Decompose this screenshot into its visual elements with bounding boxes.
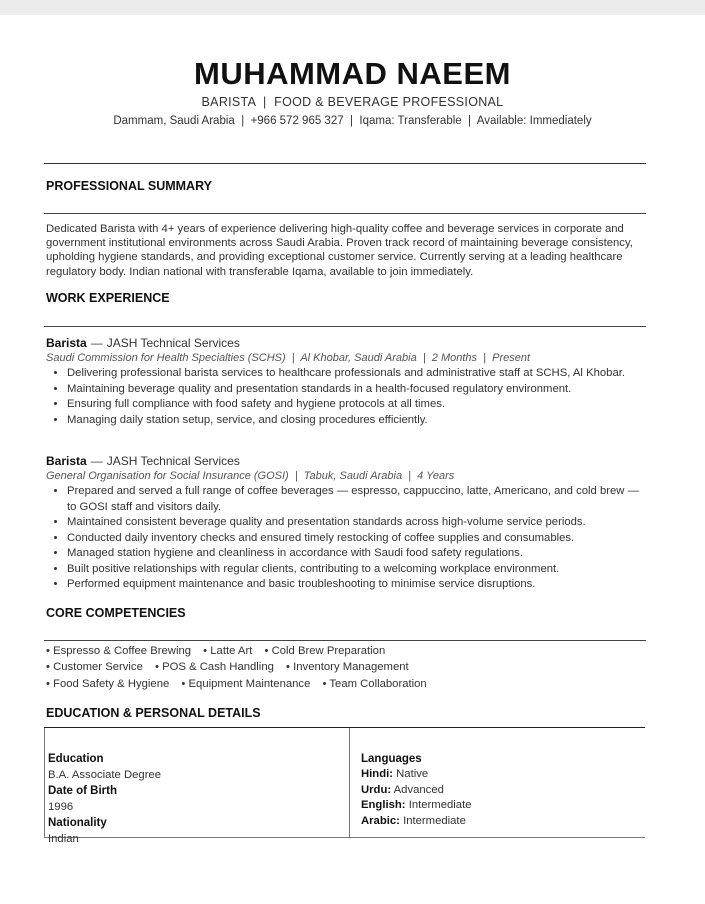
languages-label: Languages	[361, 753, 422, 765]
competency-item: • Team Collaboration	[322, 678, 427, 690]
dob-value: 1996	[48, 801, 74, 813]
competencies-heading: CORE COMPETENCIES	[46, 606, 186, 620]
education-heading: EDUCATION & PERSONAL DETAILS	[46, 706, 261, 720]
job-role: Barista	[46, 336, 87, 350]
language-name: Arabic:	[361, 814, 400, 827]
language-item	[361, 798, 641, 814]
job-dash: —	[90, 454, 103, 468]
language-level: Intermediate	[403, 814, 466, 827]
competency-item: • Espresso & Coffee Brewing	[46, 645, 192, 657]
language-name: Urdu:	[361, 783, 392, 796]
job-bullet: • Performed equipment maintenance and basic troubleshooting to minimise service disruptions.	[67, 577, 646, 593]
job-header	[46, 453, 646, 469]
education-table	[44, 727, 645, 845]
language-item	[361, 767, 641, 783]
languages-details	[361, 751, 641, 829]
top-bar	[0, 0, 705, 15]
competency-item: • POS & Cash Handling	[155, 661, 274, 673]
job-bullet: • Managed station hygiene and cleanliness in accordance with Saudi food safety regulations.	[67, 546, 646, 562]
competency-item: • Inventory Management	[286, 661, 409, 673]
competency-row	[46, 645, 394, 657]
header-divider	[44, 163, 646, 164]
language-level: Advanced	[393, 783, 444, 796]
job-header	[46, 335, 646, 351]
job-dash: —	[90, 336, 103, 350]
job-entry	[46, 453, 646, 593]
job-bullet: • Prepared and served a full range of coffee beverages — espresso, cappuccino, latte, Americano, and cold brew — to GOSI staff and visitors daily.	[67, 484, 646, 515]
job-bullet: • Built positive relationships with regular clients, contributing to a welcoming workplace environment.	[67, 562, 646, 578]
job-bullet: • Ensuring full compliance with food safety and hygiene protocols at all times.	[67, 397, 646, 413]
job-company: JASH Technical Services	[106, 454, 240, 468]
education-label: Education	[48, 753, 104, 765]
language-name: Hindi:	[361, 768, 393, 780]
competency-row	[46, 678, 436, 690]
job-bullet: • Conducted daily inventory checks and ensured timely restocking of coffee supplies and consumables.	[67, 531, 646, 547]
summary-divider	[44, 213, 646, 214]
candidate-name: MUHAMMAD NAEEM	[194, 56, 511, 91]
job-bullet: • Delivering professional barista services to healthcare professionals and administrative staff at SCHS, Al Khobar.	[67, 366, 646, 382]
language-item	[361, 814, 641, 830]
candidate-title: BARISTA | FOOD & BEVERAGE PROFESSIONAL	[201, 95, 504, 109]
competency-item: • Cold Brew Preparation	[264, 645, 386, 657]
experience-heading: WORK EXPERIENCE	[46, 291, 170, 305]
job-bullet: • Maintained consistent beverage quality and presentation standards across high-volume service periods.	[67, 515, 646, 531]
language-level: Native	[396, 768, 429, 780]
job-meta: Saudi Commission for Health Specialties (SCHS) | Al Khobar, Saudi Arabia | 2 Months | Present	[46, 352, 531, 364]
language-name: English:	[361, 799, 406, 811]
dob-label: Date of Birth	[48, 785, 117, 797]
language-item	[361, 783, 641, 799]
job-bullet: • Maintaining beverage quality and presentation standards in a health-focused regulatory environment.	[67, 382, 646, 398]
job-bullet: • Managing daily station setup, service, and closing procedures efficiently.	[67, 413, 646, 429]
competency-item: • Equipment Maintenance	[181, 678, 311, 690]
education-details	[48, 751, 161, 847]
summary-text: Dedicated Barista with 4+ years of experience delivering high-quality coffee and beverage services in corporate and government institutional environments across Saudi Arabia. Proven track record of maintaining beverage consistency, upholding hygiene standards, and providing exceptional customer service. Currently serving at a leading healthcare regulatory body. Indian national with transferable Iqama, available to join immediately.	[46, 223, 633, 278]
competencies-divider	[44, 640, 646, 641]
competency-item: • Customer Service	[46, 661, 143, 673]
language-level: Intermediate	[408, 799, 472, 811]
education-value: B.A. Associate Degree	[48, 769, 162, 781]
nationality-value: Indian	[48, 833, 79, 845]
job-role: Barista	[46, 454, 87, 468]
education-left-column	[44, 728, 350, 845]
job-company: JASH Technical Services	[106, 336, 240, 350]
job-bullets	[46, 366, 646, 428]
competency-item: • Latte Art	[203, 645, 253, 657]
nationality-label: Nationality	[48, 817, 107, 829]
contact-line: Dammam, Saudi Arabia | +966 572 965 327 | Iqama: Transferable | Available: Immediately	[113, 115, 592, 127]
competency-item: • Food Safety & Hygiene	[46, 678, 170, 690]
experience-divider	[44, 326, 646, 327]
job-bullets	[46, 484, 646, 593]
job-meta: General Organisation for Social Insurance (GOSI) | Tabuk, Saudi Arabia | 4 Years	[46, 470, 455, 482]
job-entry	[46, 335, 646, 428]
competency-row	[46, 661, 418, 673]
summary-heading: PROFESSIONAL SUMMARY	[46, 179, 212, 193]
